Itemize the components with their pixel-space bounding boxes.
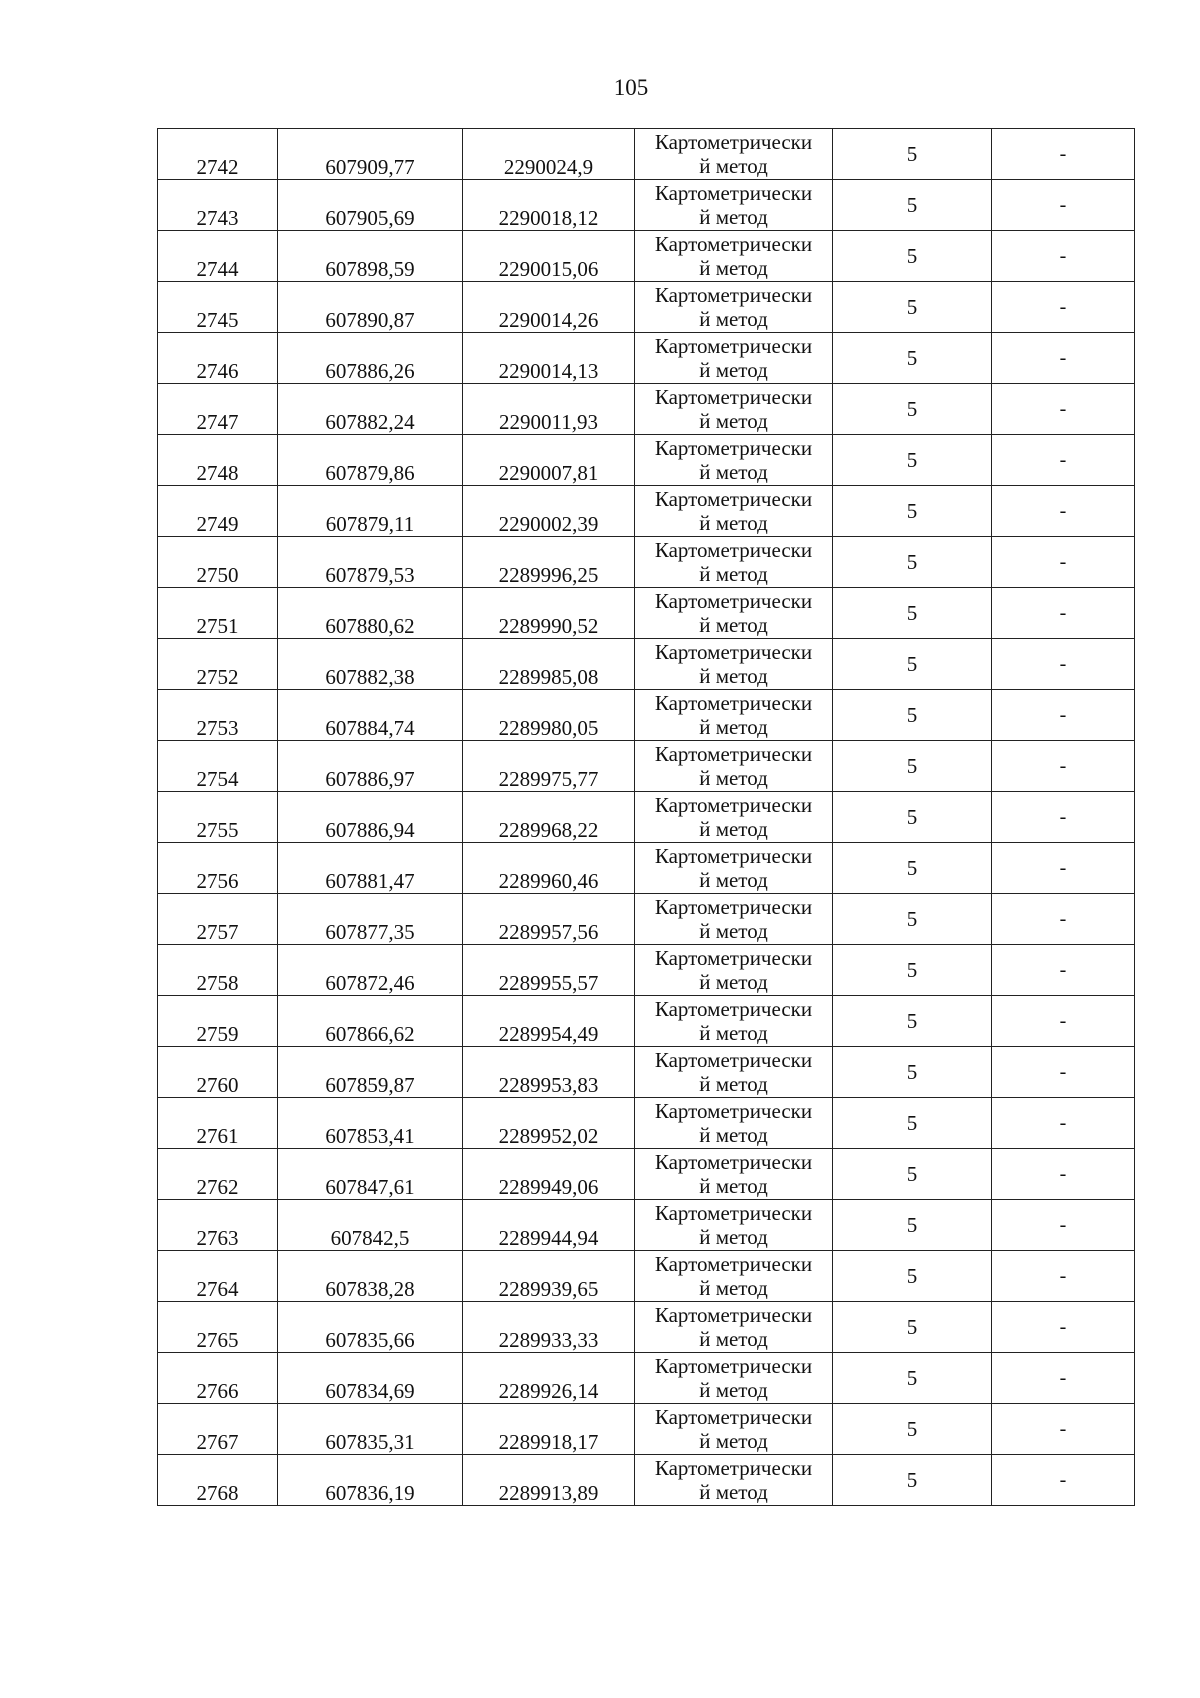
- accuracy-cell: 5: [833, 690, 992, 741]
- y-coordinate-cell: 2289957,56: [463, 894, 635, 945]
- method-cell: [635, 843, 833, 894]
- y-coordinate-cell: 2289985,08: [463, 639, 635, 690]
- accuracy-cell: 5: [833, 1353, 992, 1404]
- method-line-1: Картометрически: [654, 1252, 813, 1276]
- method-line-2: й метод: [699, 715, 768, 739]
- accuracy-cell: 5: [833, 231, 992, 282]
- method-line-2: й метод: [699, 1123, 768, 1147]
- method-cell: [635, 486, 833, 537]
- note-cell: -: [992, 333, 1135, 384]
- method-line-1: Картометрически: [654, 1201, 813, 1225]
- x-coordinate-cell: 607882,24: [278, 384, 463, 435]
- accuracy-cell: 5: [833, 384, 992, 435]
- method-line-1: Картометрически: [654, 436, 813, 460]
- method-line-1: Картометрически: [654, 997, 813, 1021]
- accuracy-cell: 5: [833, 1098, 992, 1149]
- note-cell: -: [992, 1200, 1135, 1251]
- method-cell: [635, 996, 833, 1047]
- table-row: [158, 1353, 1135, 1404]
- x-coordinate-cell: 607884,74: [278, 690, 463, 741]
- point-number-cell: 2742: [158, 129, 278, 180]
- table-row: [158, 180, 1135, 231]
- point-number-cell: 2755: [158, 792, 278, 843]
- point-number-cell: 2751: [158, 588, 278, 639]
- method-line-1: Картометрически: [654, 946, 813, 970]
- note-cell: -: [992, 792, 1135, 843]
- table-row: [158, 996, 1135, 1047]
- method-line-2: й метод: [699, 1327, 768, 1351]
- x-coordinate-cell: 607879,53: [278, 537, 463, 588]
- accuracy-cell: 5: [833, 129, 992, 180]
- method-cell: [635, 690, 833, 741]
- y-coordinate-cell: 2289996,25: [463, 537, 635, 588]
- x-coordinate-cell: 607905,69: [278, 180, 463, 231]
- accuracy-cell: 5: [833, 588, 992, 639]
- note-cell: -: [992, 894, 1135, 945]
- table-row: [158, 894, 1135, 945]
- note-cell: -: [992, 996, 1135, 1047]
- x-coordinate-cell: 607842,5: [278, 1200, 463, 1251]
- method-cell: [635, 639, 833, 690]
- x-coordinate-cell: 607835,31: [278, 1404, 463, 1455]
- y-coordinate-cell: 2289918,17: [463, 1404, 635, 1455]
- method-line-1: Картометрически: [654, 742, 813, 766]
- method-cell: [635, 792, 833, 843]
- method-cell: [635, 282, 833, 333]
- accuracy-cell: 5: [833, 945, 992, 996]
- accuracy-cell: 5: [833, 639, 992, 690]
- accuracy-cell: 5: [833, 333, 992, 384]
- method-cell: [635, 894, 833, 945]
- accuracy-cell: 5: [833, 741, 992, 792]
- note-cell: -: [992, 129, 1135, 180]
- point-number-cell: 2753: [158, 690, 278, 741]
- method-line-1: Картометрически: [654, 538, 813, 562]
- method-line-2: й метод: [699, 613, 768, 637]
- x-coordinate-cell: 607877,35: [278, 894, 463, 945]
- accuracy-cell: 5: [833, 1047, 992, 1098]
- note-cell: -: [992, 384, 1135, 435]
- method-cell: [635, 1404, 833, 1455]
- x-coordinate-cell: 607886,97: [278, 741, 463, 792]
- method-cell: [635, 588, 833, 639]
- table-row: [158, 435, 1135, 486]
- y-coordinate-cell: 2290002,39: [463, 486, 635, 537]
- method-cell: [635, 1200, 833, 1251]
- method-line-2: й метод: [699, 1429, 768, 1453]
- method-cell: [635, 1251, 833, 1302]
- method-line-2: й метод: [699, 1225, 768, 1249]
- note-cell: -: [992, 1404, 1135, 1455]
- method-line-1: Картометрически: [654, 793, 813, 817]
- method-line-2: й метод: [699, 307, 768, 331]
- method-line-1: Картометрически: [654, 1099, 813, 1123]
- y-coordinate-cell: 2289955,57: [463, 945, 635, 996]
- method-line-1: Картометрически: [654, 1303, 813, 1327]
- note-cell: -: [992, 180, 1135, 231]
- method-line-1: Картометрически: [654, 181, 813, 205]
- accuracy-cell: 5: [833, 435, 992, 486]
- point-number-cell: 2763: [158, 1200, 278, 1251]
- x-coordinate-cell: 607872,46: [278, 945, 463, 996]
- method-line-2: й метод: [699, 256, 768, 280]
- method-line-2: й метод: [699, 205, 768, 229]
- table-row: [158, 741, 1135, 792]
- note-cell: -: [992, 1149, 1135, 1200]
- method-line-2: й метод: [699, 970, 768, 994]
- table-row: [158, 384, 1135, 435]
- y-coordinate-cell: 2289952,02: [463, 1098, 635, 1149]
- method-cell: [635, 1149, 833, 1200]
- y-coordinate-cell: 2290014,13: [463, 333, 635, 384]
- method-line-2: й метод: [699, 664, 768, 688]
- x-coordinate-cell: 607836,19: [278, 1455, 463, 1506]
- note-cell: -: [992, 231, 1135, 282]
- method-line-2: й метод: [699, 409, 768, 433]
- y-coordinate-cell: 2289953,83: [463, 1047, 635, 1098]
- y-coordinate-cell: 2289944,94: [463, 1200, 635, 1251]
- note-cell: -: [992, 537, 1135, 588]
- table-row: [158, 1200, 1135, 1251]
- method-line-2: й метод: [699, 511, 768, 535]
- x-coordinate-cell: 607886,94: [278, 792, 463, 843]
- note-cell: -: [992, 639, 1135, 690]
- method-line-2: й метод: [699, 1021, 768, 1045]
- point-number-cell: 2762: [158, 1149, 278, 1200]
- accuracy-cell: 5: [833, 1455, 992, 1506]
- y-coordinate-cell: 2289926,14: [463, 1353, 635, 1404]
- method-cell: [635, 435, 833, 486]
- method-line-2: й метод: [699, 817, 768, 841]
- method-line-1: Картометрически: [654, 1354, 813, 1378]
- note-cell: -: [992, 843, 1135, 894]
- point-number-cell: 2764: [158, 1251, 278, 1302]
- x-coordinate-cell: 607834,69: [278, 1353, 463, 1404]
- method-line-1: Картометрически: [654, 385, 813, 409]
- table-row: [158, 1455, 1135, 1506]
- point-number-cell: 2750: [158, 537, 278, 588]
- note-cell: -: [992, 1455, 1135, 1506]
- page-number: 105: [613, 75, 649, 100]
- y-coordinate-cell: 2289975,77: [463, 741, 635, 792]
- x-coordinate-cell: 607847,61: [278, 1149, 463, 1200]
- method-line-1: Картометрически: [654, 640, 813, 664]
- method-cell: [635, 1098, 833, 1149]
- table-row: [158, 588, 1135, 639]
- method-line-1: Картометрически: [654, 283, 813, 307]
- note-cell: -: [992, 741, 1135, 792]
- table-row: [158, 1302, 1135, 1353]
- note-cell: -: [992, 1302, 1135, 1353]
- table-row: [158, 486, 1135, 537]
- method-line-1: Картометрически: [654, 1150, 813, 1174]
- accuracy-cell: 5: [833, 537, 992, 588]
- x-coordinate-cell: 607838,28: [278, 1251, 463, 1302]
- method-cell: [635, 333, 833, 384]
- table-row: [158, 639, 1135, 690]
- method-line-1: Картометрически: [654, 895, 813, 919]
- table-body: [158, 129, 1135, 1506]
- table-row: [158, 129, 1135, 180]
- note-cell: -: [992, 282, 1135, 333]
- accuracy-cell: 5: [833, 1302, 992, 1353]
- method-cell: [635, 180, 833, 231]
- point-number-cell: 2743: [158, 180, 278, 231]
- point-number-cell: 2749: [158, 486, 278, 537]
- y-coordinate-cell: 2290011,93: [463, 384, 635, 435]
- y-coordinate-cell: 2289968,22: [463, 792, 635, 843]
- method-line-1: Картометрически: [654, 589, 813, 613]
- table-row: [158, 231, 1135, 282]
- y-coordinate-cell: 2290015,06: [463, 231, 635, 282]
- point-number-cell: 2746: [158, 333, 278, 384]
- point-number-cell: 2747: [158, 384, 278, 435]
- method-cell: [635, 384, 833, 435]
- x-coordinate-cell: 607879,86: [278, 435, 463, 486]
- method-line-1: Картометрически: [654, 334, 813, 358]
- point-number-cell: 2767: [158, 1404, 278, 1455]
- method-cell: [635, 741, 833, 792]
- method-line-2: й метод: [699, 460, 768, 484]
- x-coordinate-cell: 607882,38: [278, 639, 463, 690]
- method-line-1: Картометрически: [654, 130, 813, 154]
- note-cell: -: [992, 1047, 1135, 1098]
- accuracy-cell: 5: [833, 180, 992, 231]
- table-row: [158, 792, 1135, 843]
- point-number-cell: 2745: [158, 282, 278, 333]
- point-number-cell: 2748: [158, 435, 278, 486]
- method-cell: [635, 1353, 833, 1404]
- method-cell: [635, 231, 833, 282]
- table-row: [158, 945, 1135, 996]
- y-coordinate-cell: 2289913,89: [463, 1455, 635, 1506]
- table-row: [158, 1047, 1135, 1098]
- point-number-cell: 2758: [158, 945, 278, 996]
- method-cell: [635, 1047, 833, 1098]
- method-line-1: Картометрически: [654, 487, 813, 511]
- accuracy-cell: 5: [833, 282, 992, 333]
- point-number-cell: 2760: [158, 1047, 278, 1098]
- y-coordinate-cell: 2289949,06: [463, 1149, 635, 1200]
- method-line-2: й метод: [699, 562, 768, 586]
- accuracy-cell: 5: [833, 1404, 992, 1455]
- method-line-2: й метод: [699, 358, 768, 382]
- point-number-cell: 2761: [158, 1098, 278, 1149]
- note-cell: -: [992, 690, 1135, 741]
- method-line-1: Картометрически: [654, 232, 813, 256]
- point-number-cell: 2744: [158, 231, 278, 282]
- method-cell: [635, 1455, 833, 1506]
- table-row: [158, 1149, 1135, 1200]
- point-number-cell: 2759: [158, 996, 278, 1047]
- point-number-cell: 2752: [158, 639, 278, 690]
- method-line-1: Картометрически: [654, 1048, 813, 1072]
- x-coordinate-cell: 607853,41: [278, 1098, 463, 1149]
- accuracy-cell: 5: [833, 486, 992, 537]
- method-line-2: й метод: [699, 1378, 768, 1402]
- method-cell: [635, 945, 833, 996]
- y-coordinate-cell: 2289960,46: [463, 843, 635, 894]
- y-coordinate-cell: 2289990,52: [463, 588, 635, 639]
- point-number-cell: 2766: [158, 1353, 278, 1404]
- method-cell: [635, 537, 833, 588]
- method-line-2: й метод: [699, 154, 768, 178]
- method-line-2: й метод: [699, 1480, 768, 1504]
- note-cell: -: [992, 1353, 1135, 1404]
- method-line-1: Картометрически: [654, 844, 813, 868]
- method-cell: [635, 1302, 833, 1353]
- method-line-2: й метод: [699, 1276, 768, 1300]
- note-cell: -: [992, 945, 1135, 996]
- point-number-cell: 2757: [158, 894, 278, 945]
- x-coordinate-cell: 607859,87: [278, 1047, 463, 1098]
- note-cell: -: [992, 1251, 1135, 1302]
- x-coordinate-cell: 607886,26: [278, 333, 463, 384]
- x-coordinate-cell: 607879,11: [278, 486, 463, 537]
- y-coordinate-cell: 2290007,81: [463, 435, 635, 486]
- x-coordinate-cell: 607880,62: [278, 588, 463, 639]
- table-row: [158, 843, 1135, 894]
- note-cell: -: [992, 588, 1135, 639]
- method-cell: [635, 129, 833, 180]
- y-coordinate-cell: 2289933,33: [463, 1302, 635, 1353]
- method-line-1: Картометрически: [654, 1405, 813, 1429]
- accuracy-cell: 5: [833, 996, 992, 1047]
- method-line-1: Картометрически: [654, 1456, 813, 1480]
- note-cell: -: [992, 486, 1135, 537]
- x-coordinate-cell: 607866,62: [278, 996, 463, 1047]
- point-number-cell: 2754: [158, 741, 278, 792]
- x-coordinate-cell: 607890,87: [278, 282, 463, 333]
- method-line-2: й метод: [699, 1072, 768, 1096]
- table-row: [158, 690, 1135, 741]
- point-number-cell: 2756: [158, 843, 278, 894]
- table-row: [158, 282, 1135, 333]
- y-coordinate-cell: 2289939,65: [463, 1251, 635, 1302]
- table-row: [158, 333, 1135, 384]
- method-line-2: й метод: [699, 919, 768, 943]
- accuracy-cell: 5: [833, 894, 992, 945]
- y-coordinate-cell: 2289980,05: [463, 690, 635, 741]
- x-coordinate-cell: 607835,66: [278, 1302, 463, 1353]
- y-coordinate-cell: 2289954,49: [463, 996, 635, 1047]
- table-row: [158, 1098, 1135, 1149]
- coordinates-table: [157, 128, 1135, 1506]
- table-row: [158, 1404, 1135, 1455]
- x-coordinate-cell: 607881,47: [278, 843, 463, 894]
- table-row: [158, 1251, 1135, 1302]
- method-line-2: й метод: [699, 766, 768, 790]
- y-coordinate-cell: 2290024,9: [463, 129, 635, 180]
- accuracy-cell: 5: [833, 792, 992, 843]
- y-coordinate-cell: 2290014,26: [463, 282, 635, 333]
- accuracy-cell: 5: [833, 1149, 992, 1200]
- table-row: [158, 537, 1135, 588]
- method-line-2: й метод: [699, 868, 768, 892]
- note-cell: -: [992, 1098, 1135, 1149]
- accuracy-cell: 5: [833, 1200, 992, 1251]
- accuracy-cell: 5: [833, 843, 992, 894]
- accuracy-cell: 5: [833, 1251, 992, 1302]
- x-coordinate-cell: 607898,59: [278, 231, 463, 282]
- point-number-cell: 2765: [158, 1302, 278, 1353]
- y-coordinate-cell: 2290018,12: [463, 180, 635, 231]
- point-number-cell: 2768: [158, 1455, 278, 1506]
- method-line-2: й метод: [699, 1174, 768, 1198]
- method-line-1: Картометрически: [654, 691, 813, 715]
- x-coordinate-cell: 607909,77: [278, 129, 463, 180]
- note-cell: -: [992, 435, 1135, 486]
